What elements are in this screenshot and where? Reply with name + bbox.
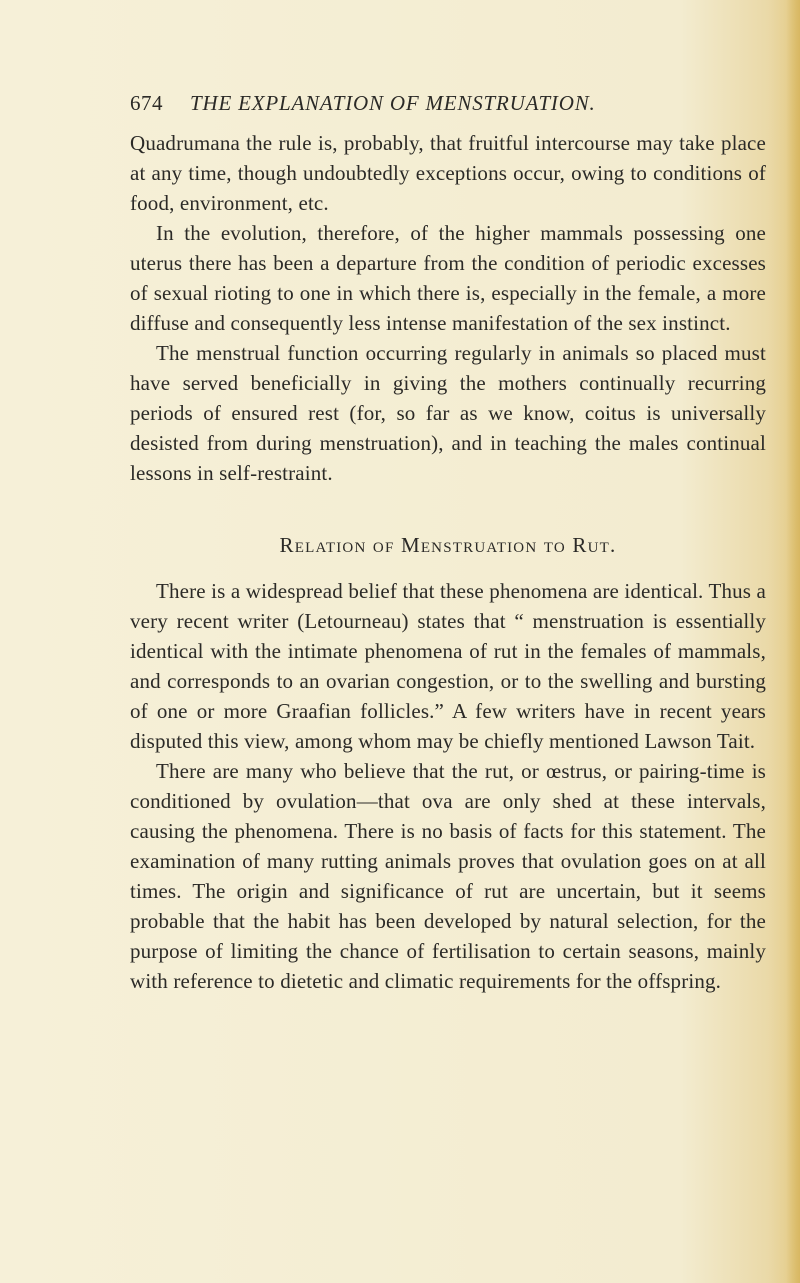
paragraph-ovulation: There are many who believe that the rut, or œstrus, or pairing-time is conditioned by ovulation—that ova are only shed at these intervals, causing the phenomena. There is no basis of facts for this statement. The examination of many rutting animals proves that ovulation goes on at all times. The origin and significance of rut are uncertain, but it seems probable that the habit has been developed by natural selection, for the purpose of limiting the chance of fertilisation to certain seasons, mainly with reference to dietetic and climatic requirements for the offspring. — [130, 759, 766, 993]
running-header — [130, 88, 690, 118]
body-text — [130, 128, 766, 996]
page-number: 674 — [130, 91, 163, 115]
paragraph-evolution: In the evolution, therefore, of the higher mammals possessing one uterus there has been a departure from the condition of periodic excesses of sexual rioting to one in which there is, especially in the female, a more diffuse and consequently less intense manifestation of the sex instinct. — [130, 221, 766, 335]
page-edge-shading — [786, 0, 800, 1283]
paragraph-continued: Quadrumana the rule is, probably, that fruitful intercourse may take place at any time, though undoubtedly exceptions occur, owing to conditions of food, environment, etc. — [130, 131, 766, 215]
section-heading: Relation of Menstruation to Rut. — [279, 533, 617, 557]
paragraph-widespread-belief: There is a widespread belief that these phenomena are identical. Thus a very recent writer (Letourneau) states that “ menstruation is essentially identical with the intimate phenomena of rut in the females of mammals, and corresponds to an ovarian congestion, or to the swelling and bursting of one or more Graafian follicles.” A few writers have in recent years disputed this view, among whom may be chiefly mentioned Lawson Tait. — [130, 579, 766, 753]
paragraph-menstrual-function: The menstrual function occurring regularly in animals so placed must have served beneficially in giving the mothers continually recurring periods of ensured rest (for, so far as we know, coitus is universally desisted from during menstruation), and in teaching the males continual lessons in self-restraint. — [130, 341, 766, 485]
running-title: THE EXPLANATION OF MENSTRUATION. — [190, 91, 596, 115]
